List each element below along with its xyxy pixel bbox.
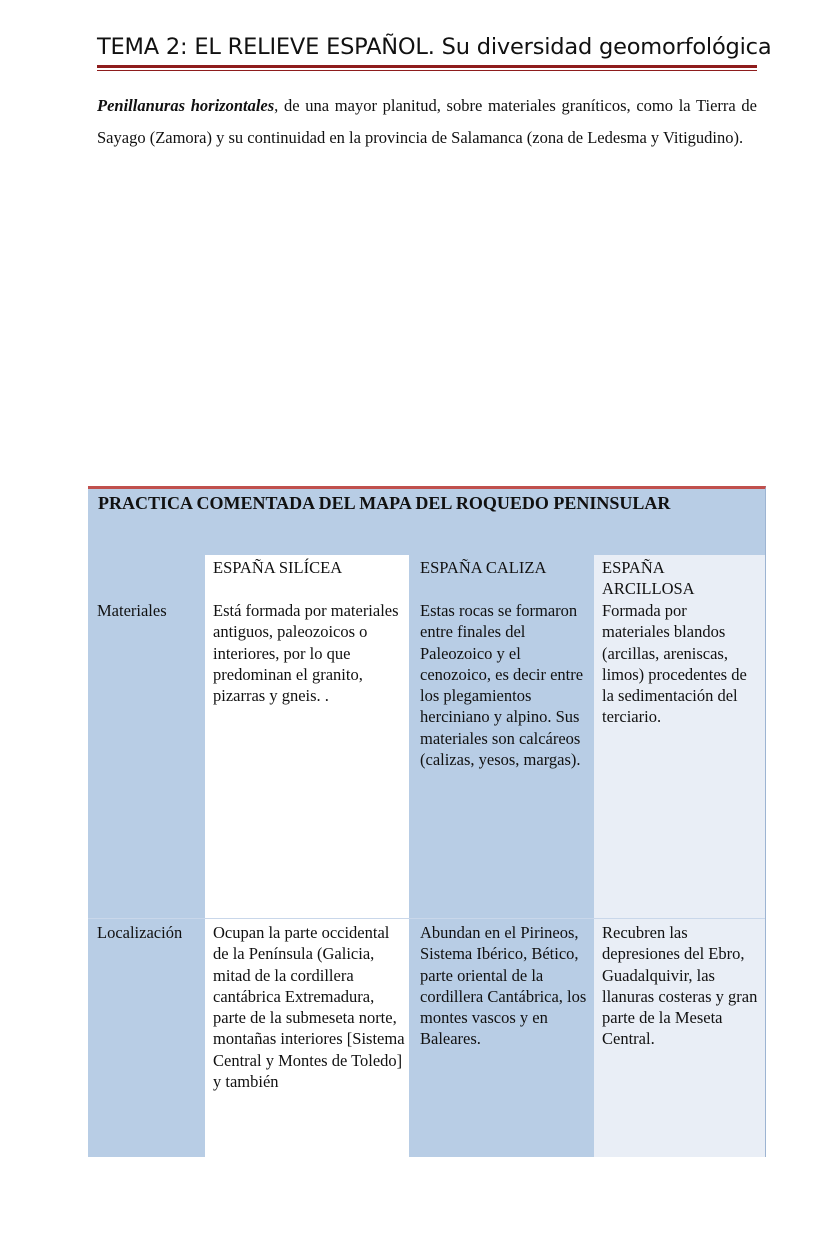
column-header-silicea: ESPAÑA SILÍCEA [213,558,343,577]
cell-materiales-silicea: Está formada por materiales antiguos, paleozoicos o interiores, por lo que predominan el granito, pizarras y gneis. . [213,601,399,706]
cell-materiales-arcillosa: Formada por materiales blandos (arcillas, areniscas, limos) procedentes de la sedimentación del terciario. [602,601,747,727]
row-label-materiales: Materiales [97,601,167,620]
cell-localizacion-arcillosa: Recubren las depresiones del Ebro, Guadalquivir, las llanuras costeras y gran parte de la Meseta Central. [602,923,758,1049]
cell-localizacion-silicea: Ocupan la parte occidental de la Península (Galicia, mitad de la cordillera cantábrica Extremadura, parte de la submeseta norte, montañas interiores [Sistema Central y Montes de Toledo] y también [213,923,405,1092]
column-header-arcillosa: ESPAÑA ARCILLOSA [602,558,695,599]
row-divider [88,918,765,919]
column-header-caliza: ESPAÑA CALIZA [420,558,547,577]
cell-materiales-caliza: Estas rocas se formaron entre finales del Paleozoico y el cenozoico, es decir entre los plegamientos herciniano y alpino. Sus materiales son calcáreos (calizas, yesos, margas). [420,601,584,770]
intro-bold-term: Penillanuras horizontales [97,96,275,115]
header-rule-thin [97,70,757,71]
row-label-localizacion: Localización [97,923,183,942]
intro-paragraph [97,90,757,154]
roquedo-table [88,486,766,1157]
page-header [97,30,772,71]
cell-localizacion-caliza: Abundan en el Pirineos, Sistema Ibérico, Bético, parte oriental de la cordillera Cantábrica, los montes vascos y en Baleares. [420,923,587,1049]
header-rule-thick [97,65,757,68]
table-title: PRACTICA COMENTADA DEL MAPA DEL ROQUEDO PENINSULAR [98,493,671,513]
intro-text: , de una mayor planitud, sobre materiales graníticos, como la Tierra de Sayago (Zamora) y su continuidad en la provincia de Salamanca (zona de Ledesma y Vitigudino). [97,96,757,147]
page-title: TEMA 2: EL RELIEVE ESPAÑOL. Su diversidad geomorfológica [97,34,772,60]
